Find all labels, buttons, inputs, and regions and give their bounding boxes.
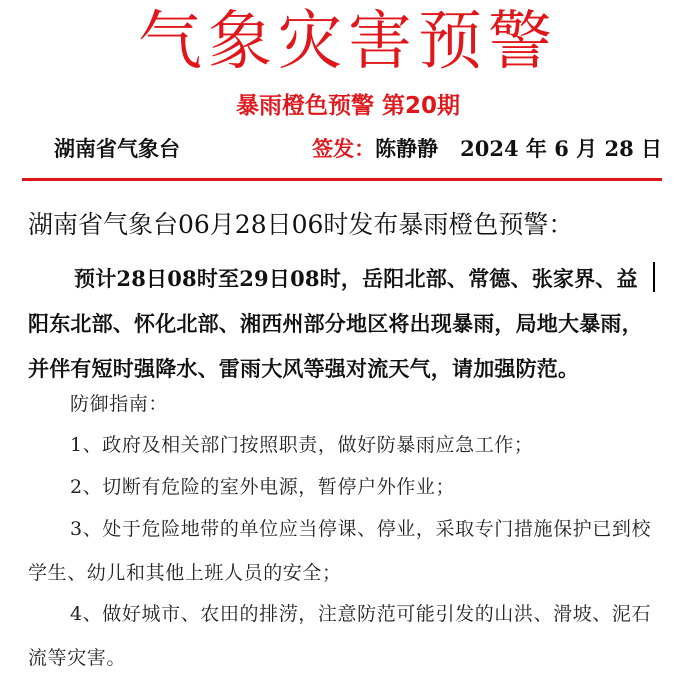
issue-number: 暴雨橙色预警 第20期 [235, 93, 460, 119]
guide-item: 4、做好城市、农田的排涝，注意防范可能引发的山洪、滑坡、泥石流等灾害。 [28, 603, 652, 669]
signer-name: 陈静静 [375, 136, 439, 161]
guide-title: 防御指南： [70, 393, 169, 415]
issue-date: 2024 年 6 月 28 日 [460, 136, 662, 161]
guide-item: 2、切断有危险的室外电源，暂停户外作业； [70, 476, 456, 498]
issuing-organization: 湖南省气象台 [54, 137, 180, 161]
document-headline: 湖南省气象台06月28日06时发布暴雨橙色预警： [28, 210, 574, 239]
signer-label: 签发： [312, 136, 376, 161]
forecast-paragraph[interactable]: 预计28日08时至29日08时，岳阳北部、常德、张家界、益阳东北部、怀化北部、湘西州部分地区将出现暴雨，局地大暴雨，并伴有短时强降水、雷雨大风等强对流天气，请加强防范。 [28, 266, 643, 381]
guide-item: 1、政府及相关部门按照职责，做好防暴雨应急工作； [70, 434, 534, 456]
red-divider [22, 178, 662, 181]
text-cursor [653, 262, 655, 292]
warning-banner-title: 气象灾害预警 [138, 5, 558, 79]
guide-item: 3、处于危险地带的单位应当停课、停业，采取专门措施保护已到校学生、幼儿和其他上班人员的安全； [28, 518, 652, 584]
signer-line [312, 134, 662, 164]
